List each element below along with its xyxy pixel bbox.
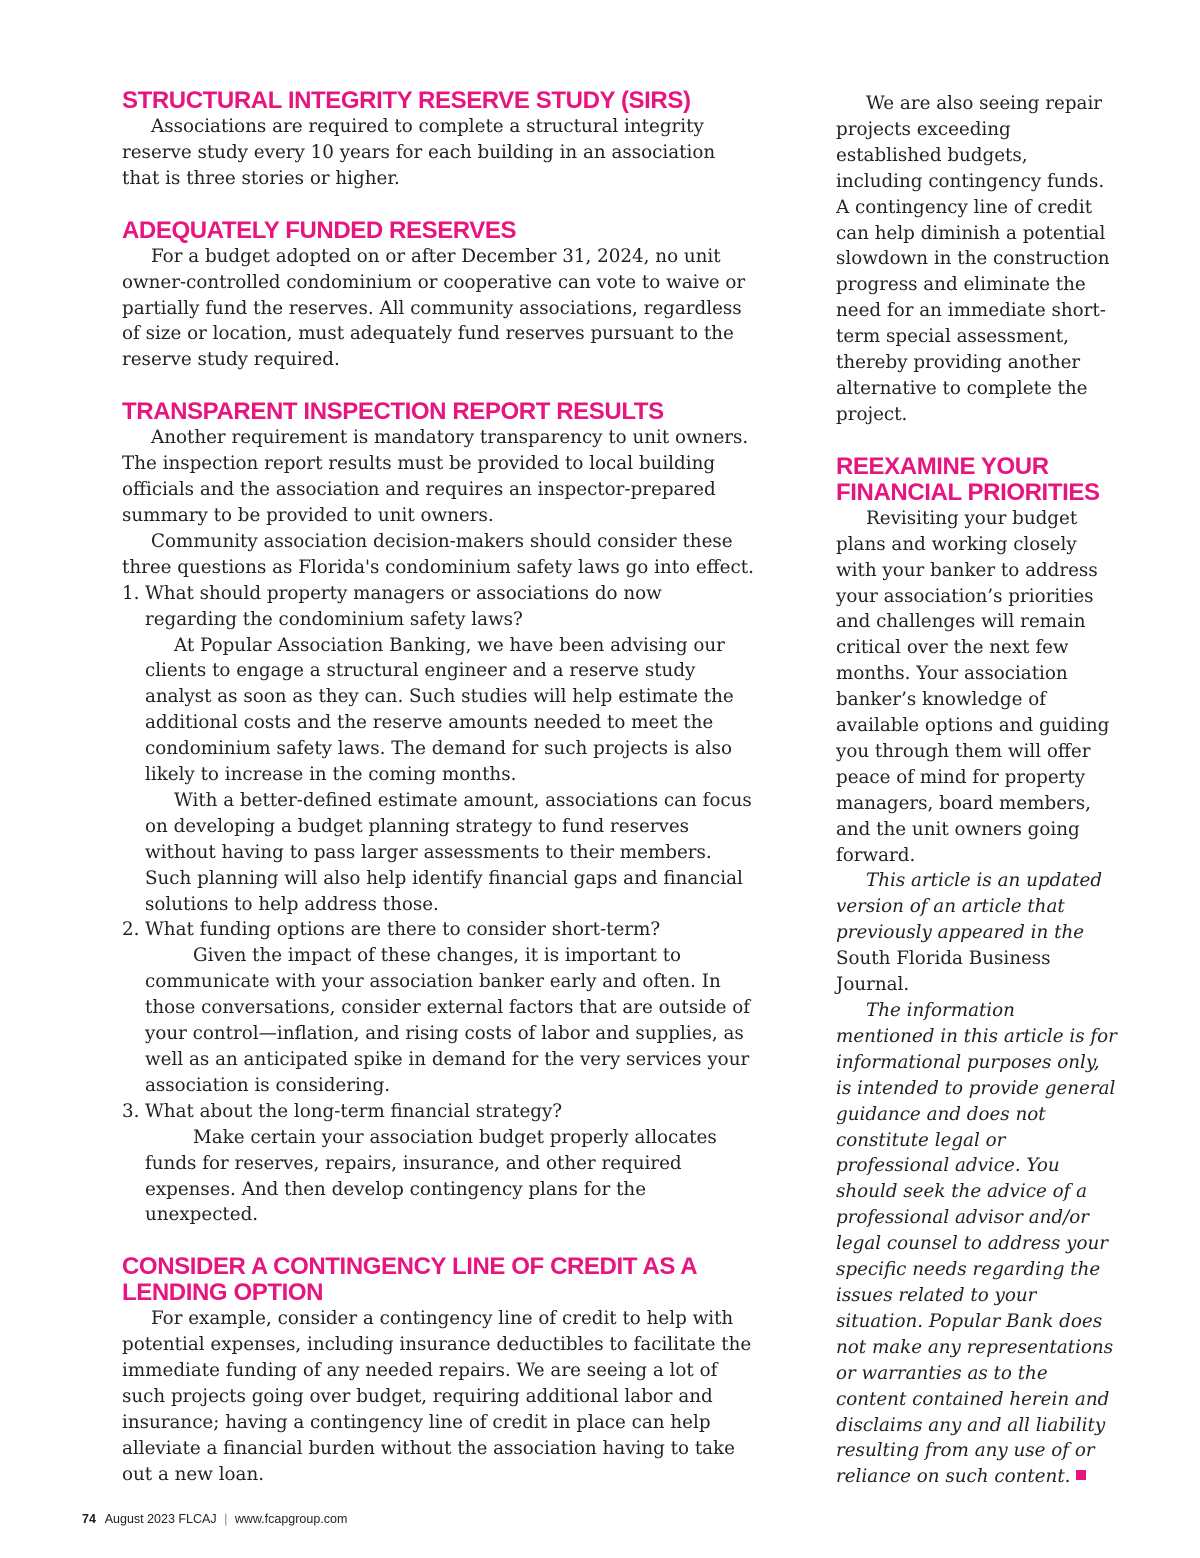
end-mark-icon xyxy=(1076,1470,1086,1480)
right-column xyxy=(836,91,1118,1490)
page-footer xyxy=(82,1512,347,1526)
note-italic-text: This article is an updated version of an article that previously appeared in the xyxy=(836,870,1103,944)
answer-paragraph: Given the impact of these changes, it is important to communicate with your association banker early and often. In those conversations, consider external factors that are outside of your control—inflation, and rising costs of labor and supplies, as well as an anticipated spike in demand for the very services your association is considering. xyxy=(145,945,751,1096)
answer-block xyxy=(122,633,758,918)
website-link[interactable]: www.fcapgroup.com xyxy=(234,1512,348,1526)
section-reserves xyxy=(122,218,758,374)
note-source xyxy=(836,868,1118,998)
question-text: What about the long-term financial strategy? xyxy=(145,1100,563,1122)
section-transparent xyxy=(122,399,758,1228)
heading-transparent: TRANSPARENT INSPECTION REPORT RESULTS xyxy=(122,398,664,426)
paragraph-contingency: For example, consider a contingency line of credit to help with potential expenses, including insurance deductibles to facilitate the immediate funding of any needed repairs. We are seeing a lot of such projects going over budget, requiring additional labor and insurance; having a contingency line of credit in place can help alleviate a financial burden without the association having to take out a new loan. xyxy=(122,1308,752,1485)
answer-block xyxy=(122,943,758,1098)
note-source-name: South Florida Business Journal. xyxy=(836,948,1051,996)
question-number: 3. xyxy=(122,1100,140,1122)
paragraph-reserves: For a budget adopted on or after December 31, 2024, no unit owner-controlled condominium or cooperative can vote to waive or partially fund the reserves. All community associations, regardless of size or location, must adequately fund reserves pursuant to the reserve study required. xyxy=(122,245,746,371)
issue-date: August 2023 xyxy=(104,1512,175,1526)
left-column xyxy=(122,88,758,1488)
disclaimer-text: The information mentioned in this article is for informational purposes only, is intended to provide general guidance and does not constitute legal or professional advice. You should seek the advice of a professional advisor and/or legal counsel to address your specific needs regarding the issues related to your situation. Popular Bank does not make any representations or warranties as to the content contained herein and disclaims any and all liability resulting from any use of or reliance on such content. xyxy=(836,1000,1117,1488)
question-line xyxy=(122,917,758,943)
question-number: 2. xyxy=(122,919,140,941)
heading-sirs: STRUCTURAL INTEGRITY RESERVE STUDY (SIRS) xyxy=(122,87,691,114)
question-text: What funding options are there to consider short-term? xyxy=(145,919,661,941)
question-item xyxy=(122,917,758,1098)
section-contingency xyxy=(122,1254,758,1487)
question-line xyxy=(122,581,758,633)
page-number: 74 xyxy=(82,1512,96,1526)
heading-reexamine: REEXAMINE YOUR FINANCIAL PRIORITIES xyxy=(836,452,1100,506)
question-line xyxy=(122,1099,758,1125)
question-number: 1. xyxy=(122,582,140,604)
paragraph-transparent-1: Another requirement is mandatory transparency to unit owners. The inspection report results must be provided to local building officials and the association and requires an inspector-prepared summary to be provided to unit owners. xyxy=(122,427,749,526)
disclaimer xyxy=(836,998,1118,1490)
answer-block xyxy=(122,1125,758,1229)
section-reexamine xyxy=(836,454,1118,869)
answer-paragraph: At Popular Association Banking, we have been advising our clients to engage a structural engineer and a reserve study analyst as soon as they can. Such studies will help estimate the additional costs and the reserve amounts needed to meet the condominium safety laws. The demand for such projects is also likely to increase in the coming months. xyxy=(145,634,734,786)
paragraph-intro: We are also seeing repair projects exceeding established budgets, including contingency funds. A contingency line of credit can help diminish a potential slowdown in the construction progress and eliminate the need for an immediate short-term special assessment, thereby providing another alternative to complete the project. xyxy=(836,93,1110,425)
heading-contingency: CONSIDER A CONTINGENCY LINE OF CREDIT AS A LENDING OPTION xyxy=(122,1253,697,1307)
answer-paragraph: With a better-defined estimate amount, associations can focus on developing a budget planning strategy to fund reserves without having to pass larger assessments to their members. Such planning will also help identify financial gaps and financial solutions to help address those. xyxy=(145,789,752,915)
heading-reserves: ADEQUATELY FUNDED RESERVES xyxy=(122,216,517,244)
answer-paragraph: Make certain your association budget properly allocates funds for reserves, repairs, insurance, and other required expenses. And then develop contingency plans for the unexpected. xyxy=(145,1126,717,1226)
magazine-name: FLCAJ xyxy=(178,1512,217,1526)
question-item xyxy=(122,1099,758,1229)
question-text: What should property managers or associations do now regarding the condominium safety laws? xyxy=(145,582,662,630)
paragraph-sirs: Associations are required to complete a structural integrity reserve study every 10 years for each building in an association that is three stories or higher. xyxy=(122,116,716,189)
question-list xyxy=(122,581,758,1229)
footer-separator: | xyxy=(224,1512,228,1526)
paragraph-transparent-2: Community association decision-makers should consider these three questions as Florida's condominium safety laws go into effect. xyxy=(122,530,754,578)
question-item xyxy=(122,581,758,918)
paragraph-reexamine: Revisiting your budget plans and working closely with your banker to address your association’s priorities and challenges will remain critical over the next few months. Your association banker’s knowledge of available options and guiding you through them will offer peace of mind for property managers, board members, and the unit owners going forward. xyxy=(836,507,1110,866)
section-sirs xyxy=(122,88,758,192)
